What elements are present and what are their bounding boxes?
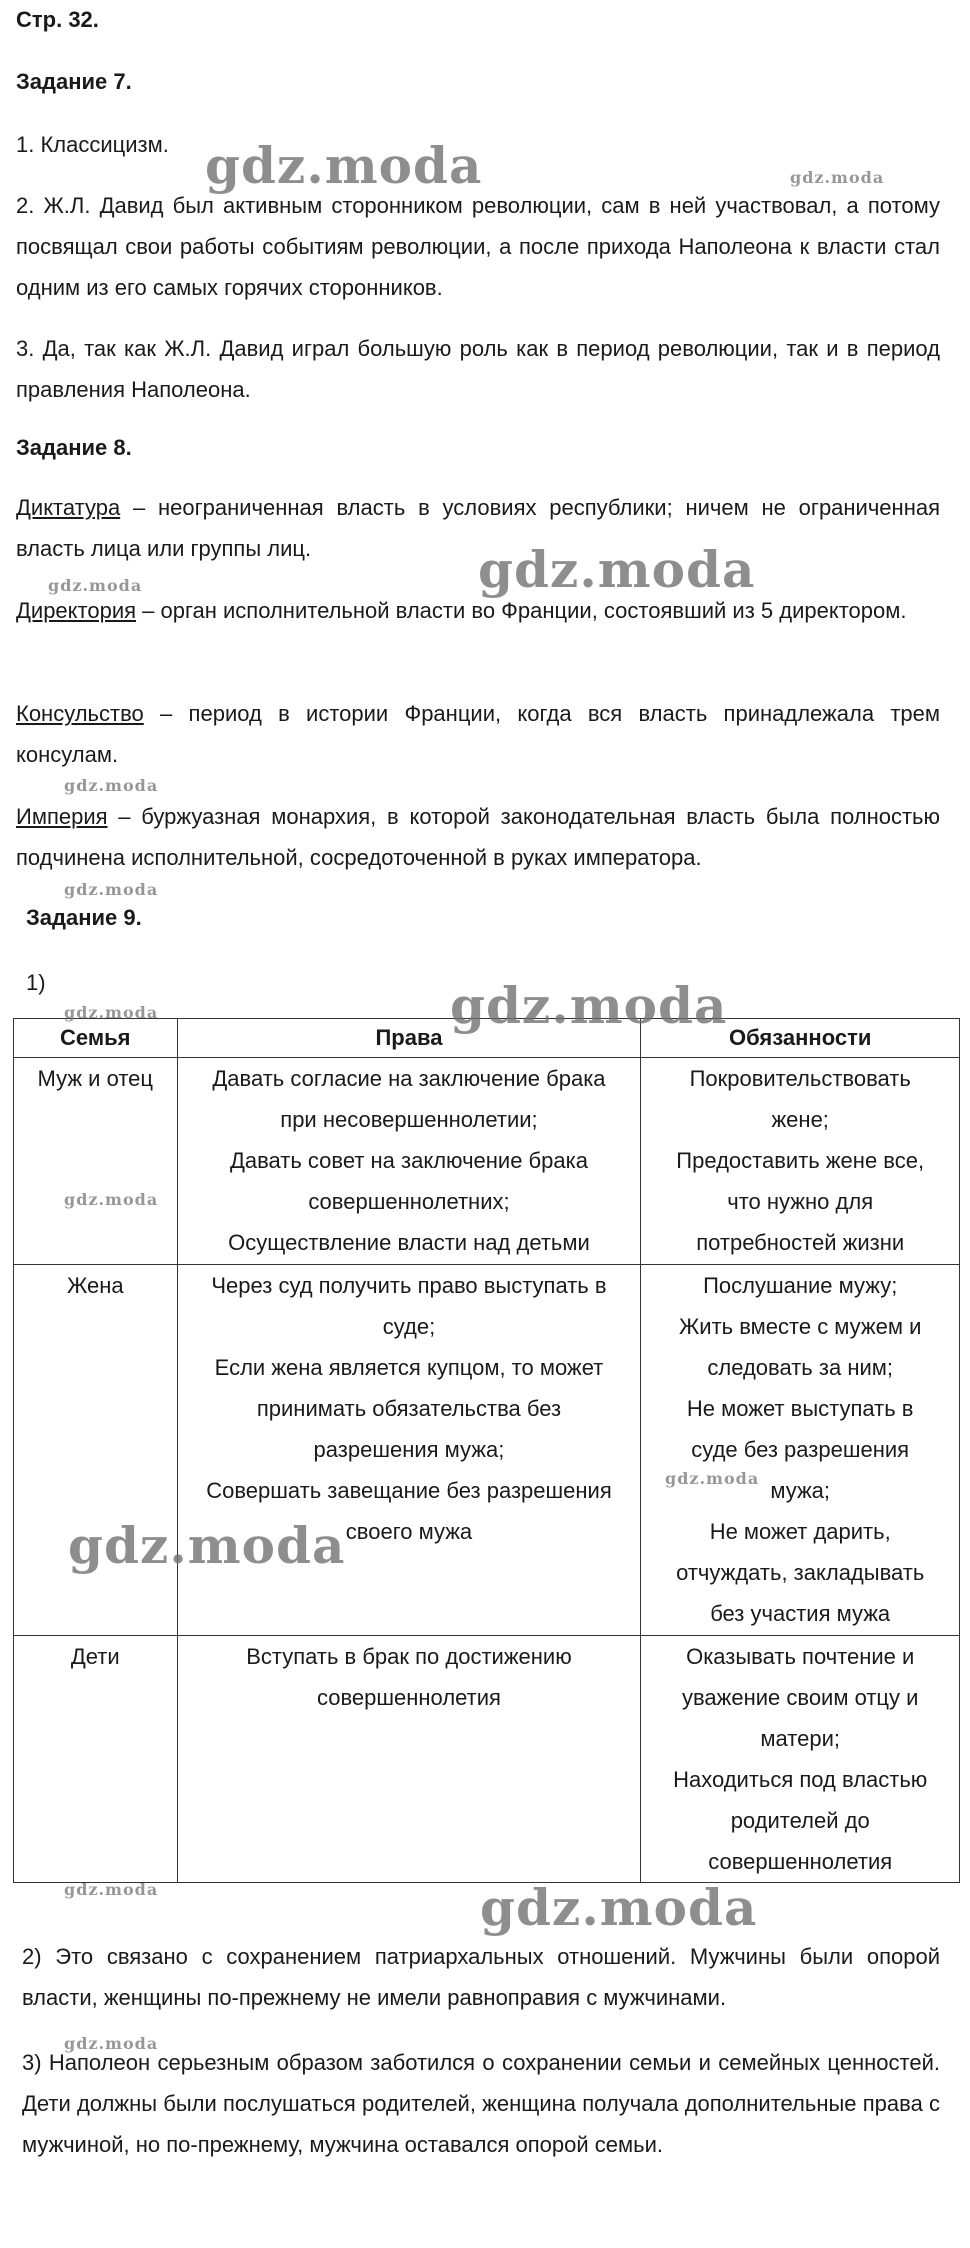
table-row — [14, 1265, 960, 1636]
duties-cell — [641, 1636, 960, 1883]
duties-line: матери; — [760, 1726, 840, 1751]
watermark: gdz.moda — [64, 776, 159, 795]
rights-cell — [177, 1265, 641, 1636]
term-entry — [16, 590, 940, 631]
duties-line: Предоставить жене все, — [676, 1148, 925, 1173]
rights-line: принимать обязательства без — [256, 1396, 562, 1421]
task9-part1-label: 1) — [26, 970, 46, 995]
watermark: gdz.moda — [64, 2034, 159, 2053]
watermark: gdz.moda — [480, 1878, 758, 1937]
duties-line: Не может выступать в — [686, 1396, 914, 1421]
table-row — [14, 1636, 960, 1883]
term-definition: – период в истории Франции, когда вся власть принадлежала трем консулам. — [16, 701, 940, 767]
duties-line: родителей до — [730, 1808, 870, 1833]
term-name: Диктатура — [16, 495, 121, 520]
table-row — [14, 1058, 960, 1265]
term-name: Консульство — [16, 701, 144, 726]
duties-line: что нужно для — [727, 1189, 874, 1214]
duties-line: суде без разрешения — [691, 1437, 910, 1462]
term-definition: – неограниченная власть в условиях республики; ничем не ограниченная власть лица или группы лиц. — [16, 495, 940, 561]
task7-answer-2: 2. Ж.Л. Давид был активным сторонником революции, сам в ней участвовал, а потому посвящал свои работы событиям революции, а после прихода Наполеона к власти стал одним из его самых горячих сторонников. — [16, 193, 940, 300]
rights-line: разрешения мужа; — [313, 1437, 505, 1462]
duties-line: Оказывать почтение и — [686, 1644, 915, 1669]
term-name: Директория — [16, 598, 137, 623]
rights-line: Совершать завещание без разрешения — [206, 1478, 612, 1503]
term-definition: – орган исполнительной власти во Франции, состоявший из 5 директором. — [136, 598, 907, 623]
task9-part3: 3) Наполеон серьезным образом заботился о сохранении семьи и семейных ценностей. Дети должны были послушаться родителей, женщина получала дополнительные права с мужчиной, но по-прежнему, мужчина оставался опорой семьи. — [22, 2050, 940, 2157]
watermark: gdz.moda — [64, 1003, 159, 1022]
header-family: Семья — [14, 1019, 178, 1058]
duties-line: отчуждать, закладывать — [676, 1560, 925, 1585]
rights-line: своего мужа — [345, 1519, 473, 1544]
watermark: gdz.moda — [48, 576, 143, 595]
duties-line: мужа; — [770, 1478, 831, 1503]
family-rights-table — [13, 1018, 960, 1883]
watermark: gdz.moda — [450, 976, 728, 1035]
header-rights: Права — [177, 1019, 641, 1058]
term-name: Империя — [16, 804, 108, 829]
watermark: gdz.moda — [478, 540, 756, 599]
rights-line: Давать совет на заключение брака — [229, 1148, 588, 1173]
rights-cell — [177, 1058, 641, 1265]
task9-title: Задание 9. — [26, 905, 142, 930]
term-definition: – буржуазная монархия, в которой законодательная власть была полностью подчинена исполнительной, сосредоточенной в руках императора. — [16, 804, 940, 870]
rights-line: совершеннолетних; — [308, 1189, 510, 1214]
rights-line: совершеннолетия — [316, 1685, 501, 1710]
duties-line: Жить вместе с мужем и — [678, 1314, 922, 1339]
watermark: gdz.moda — [205, 136, 483, 195]
family-cell: Жена — [14, 1265, 178, 1636]
duties-line: следовать за ним; — [707, 1355, 893, 1380]
rights-line: Вступать в брак по достижению — [246, 1644, 572, 1669]
duties-line: уважение своим отцу и — [681, 1685, 919, 1710]
term-entry — [16, 796, 940, 878]
duties-cell — [641, 1265, 960, 1636]
rights-line: при несовершеннолетии; — [280, 1107, 538, 1132]
duties-line: без участия мужа — [710, 1601, 891, 1626]
rights-line: Осуществление власти над детьми — [228, 1230, 590, 1255]
rights-line: Если жена является купцом, то может — [214, 1355, 604, 1380]
rights-line: Через суд получить право выступать в — [211, 1273, 607, 1298]
watermark: gdz.moda — [64, 1190, 159, 1209]
duties-line: жене; — [771, 1107, 829, 1132]
term-entry — [16, 487, 940, 569]
task9-part2: 2) Это связано с сохранением патриархальных отношений. Мужчины были опорой власти, женщины по-прежнему не имели равноправия с мужчинами. — [22, 1944, 940, 2010]
watermark: gdz.moda — [790, 168, 885, 187]
watermark: gdz.moda — [68, 1516, 346, 1575]
rights-line: Давать согласие на заключение брака — [212, 1066, 606, 1091]
task7-answer-1: 1. Классицизм. — [16, 132, 169, 157]
task7-answer-3: 3. Да, так как Ж.Л. Давид играл большую роль как в период революции, так и в период правления Наполеона. — [16, 336, 940, 402]
watermark: gdz.moda — [64, 1880, 159, 1899]
header-duties: Обязанности — [641, 1019, 960, 1058]
duties-line: совершеннолетия — [708, 1849, 893, 1874]
watermark: gdz.moda — [64, 880, 159, 899]
watermark: gdz.moda — [665, 1469, 760, 1488]
family-cell: Дети — [14, 1636, 178, 1883]
duties-line: потребностей жизни — [696, 1230, 905, 1255]
duties-cell — [641, 1058, 960, 1265]
duties-line: Покровительствовать — [689, 1066, 911, 1091]
duties-line: Не может дарить, — [709, 1519, 891, 1544]
task8-title: Задание 8. — [16, 435, 132, 460]
term-entry — [16, 693, 940, 775]
rights-line: суде; — [382, 1314, 436, 1339]
page-header: Стр. 32. — [16, 7, 99, 32]
duties-line: Послушание мужу; — [703, 1273, 898, 1298]
table-header-row — [14, 1019, 960, 1058]
duties-line: Находиться под властью — [673, 1767, 928, 1792]
task7-title: Задание 7. — [16, 69, 132, 94]
rights-cell — [177, 1636, 641, 1883]
family-cell: Муж и отец — [14, 1058, 178, 1265]
